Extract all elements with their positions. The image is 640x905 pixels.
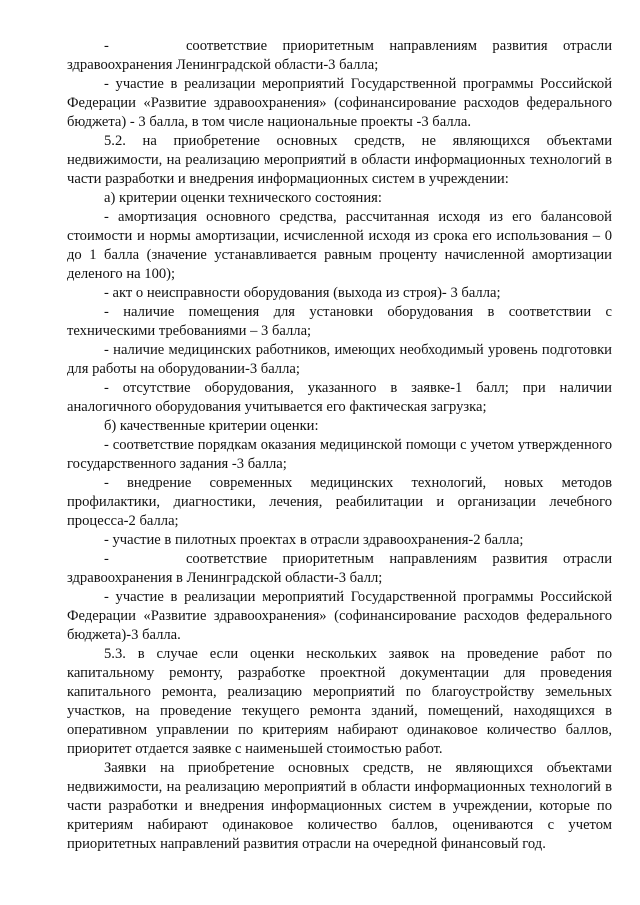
paragraph-medical-staff: - наличие медицинских работников, имеющих необходимый уровень подготовки для работы на оборудовании-3 балла; [67,342,612,377]
paragraph-malfunction-act: - акт о неисправности оборудования (выхода из строя)- 3 балла; [104,285,501,301]
paragraph-priority-directions-2: - соответствие приоритетным направлениям развития отрасли здравоохранения в Ленинградской области-3 балл; [67,551,612,586]
document-page [67,37,612,854]
paragraph-modern-technologies: - внедрение современных медицинских технологий, новых методов профилактики, диагностики, лечения, реабилитации и организации лечебного процесса-2 балла; [67,475,612,529]
paragraph-section-5-3: 5.3. в случае если оценки нескольких заявок на проведение работ по капитальному ремонту, разработке проектной документации для проведения капитального ремонта, реализацию мероприятий по благоустройству земельных участков, на проведение текущего ремонта зданий, помещений, находящихся в оперативном управлении по критериям набирают одинаковое количество баллов, приоритет отдается заявке с наименьшей стоимостью работ. [67,646,612,757]
paragraph-premises: - наличие помещения для установки оборудования в соответствии с техническими требованиями – 3 балла; [67,304,612,339]
paragraph-equal-scores: Заявки на приобретение основных средств, не являющихся объектами недвижимости, на реализацию мероприятий в области информационных технологий в части разработки и внедрения информационных систем в учреждении, которые по критериям набирают одинаковое количество баллов, оцениваются с учетом приоритетных направлений развития отрасли на очередной финансовый год. [67,760,612,852]
paragraph-quality-criteria-heading: б) качественные критерии оценки: [104,418,319,434]
paragraph-section-5-2: 5.2. на приобретение основных средств, не являющихся объектами недвижимости, на реализацию мероприятий в области информационных технологий в части разработки и внедрения информационных систем в учреждении: [67,133,612,187]
paragraph-priority-directions: - соответствие приоритетным направлениям развития отрасли здравоохранения Ленинградской области-3 балла; [67,38,612,73]
paragraph-pilot-projects: - участие в пилотных проектах в отрасли здравоохранения-2 балла; [104,532,524,548]
paragraph-technical-criteria-heading: а) критерии оценки технического состояния: [104,190,382,206]
paragraph-state-program-2: - участие в реализации мероприятий Государственной программы Российской Федерации «Развитие здравоохранения» (софинансирование расходов федерального бюджета)-3 балла. [67,589,612,643]
paragraph-state-program: - участие в реализации мероприятий Государственной программы Российской Федерации «Развитие здравоохранения» (софинансирование расходов федерального бюджета) - 3 балла, в том числе национальные проекты -3 балла. [67,76,612,130]
paragraph-equipment-absence: - отсутствие оборудования, указанного в заявке-1 балл; при наличии аналогичного оборудования учитывается его фактическая загрузка; [67,380,612,415]
paragraph-depreciation: - амортизация основного средства, рассчитанная исходя из его балансовой стоимости и нормы амортизации, исчисленной исходя из срока его использования – 0 до 1 балла (значение устанавливается равным проценту начисленной амортизации деленого на 100); [67,209,612,282]
paragraph-medical-care-standards: - соответствие порядкам оказания медицинской помощи с учетом утвержденного государственного задания -3 балла; [67,437,612,472]
